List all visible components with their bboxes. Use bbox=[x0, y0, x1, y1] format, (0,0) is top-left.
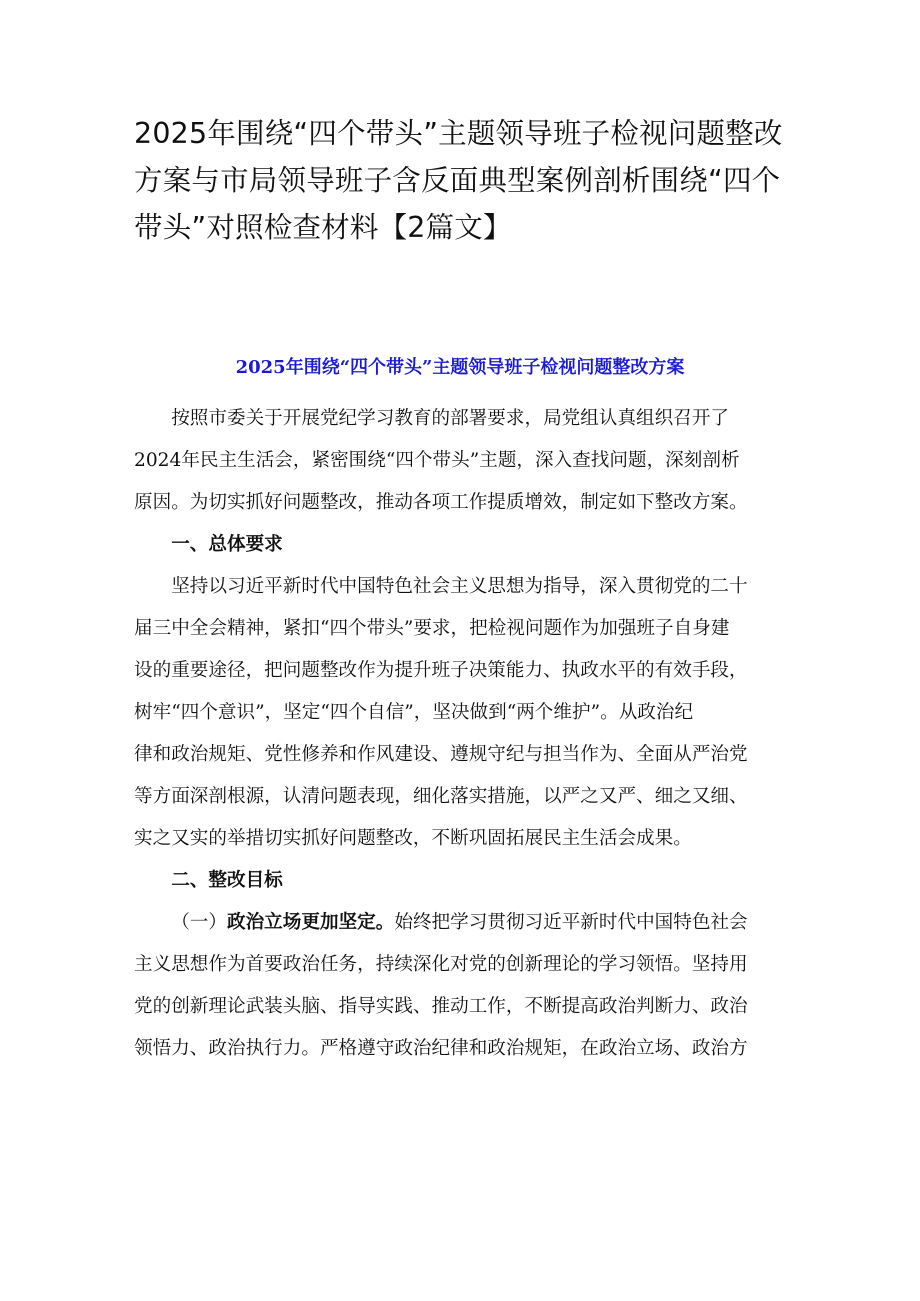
intro-line-3: 原因。为切实抓好问题整改，推动各项工作提质增效，制定如下整改方案。 bbox=[134, 492, 748, 513]
intro-line-1: 按照市委关于开展党纪学习教育的部署要求，局党组认真组织召开了 bbox=[171, 408, 730, 429]
para1-line-7: 实之又实的举措切实抓好问题整改，不断巩固拓展民主生活会成果。 bbox=[134, 828, 692, 849]
para1-line-6: 等方面深剖根源，认清问题表现，细化落实措施，以严之又严、细之又细、 bbox=[134, 786, 748, 807]
document-title: 2025年围绕“四个带头”主题领导班子检视问题整改方案与市局领导班子含反面典型案例剖析围绕“四个带头”对照检查材料【2篇文】 bbox=[134, 117, 783, 244]
para2-first-line-rest: 始终把学习贯彻习近平新时代中国特色社会 bbox=[394, 912, 748, 933]
overall-requirements-paragraph bbox=[134, 566, 786, 860]
section-title: 2025年围绕“四个带头”主题领导班子检视问题整改方案 bbox=[235, 357, 685, 378]
para1-line-1: 坚持以习近平新时代中国特色社会主义思想为指导，深入贯彻党的二十 bbox=[171, 576, 748, 597]
para1-line-2: 届三中全会精神，紧扣“四个带头”要求，把检视问题作为加强班子自身建 bbox=[134, 618, 730, 639]
para2-line-3: 党的创新理论武装头脑、指导实践、推动工作，不断提高政治判断力、政治 bbox=[134, 996, 748, 1017]
para2-prefix: （一） bbox=[171, 912, 227, 933]
para1-line-3: 设的重要途径，把问题整改作为提升班子决策能力、执政水平的有效手段， bbox=[134, 660, 748, 681]
intro-paragraph bbox=[134, 398, 786, 524]
intro-line-2: 2024年民主生活会，紧密围绕“四个带头”主题，深入查找问题，深刻剖析 bbox=[134, 450, 740, 471]
heading-rectification-goals: 二、整改目标 bbox=[171, 870, 283, 891]
heading-overall-requirements: 一、总体要求 bbox=[171, 534, 283, 555]
para2-line-4: 领悟力、政治执行力。严格遵守政治纪律和政治规矩，在政治立场、政治方 bbox=[134, 1038, 748, 1059]
para1-line-5: 律和政治规矩、党性修养和作风建设、遵规守纪与担当作为、全面从严治党 bbox=[134, 744, 748, 765]
para1-line-4: 树牢“四个意识”，坚定“四个自信”，坚决做到“两个维护”。从政治纪 bbox=[134, 702, 694, 723]
rectification-goals-paragraph bbox=[134, 902, 786, 1070]
document-body bbox=[134, 398, 786, 1070]
para2-bold-lead: 政治立场更加坚定。 bbox=[226, 912, 395, 933]
para2-line-1 bbox=[134, 902, 786, 944]
para2-line-2: 主义思想作为首要政治任务，持续深化对党的创新理论的学习领悟。坚持用 bbox=[134, 954, 748, 975]
